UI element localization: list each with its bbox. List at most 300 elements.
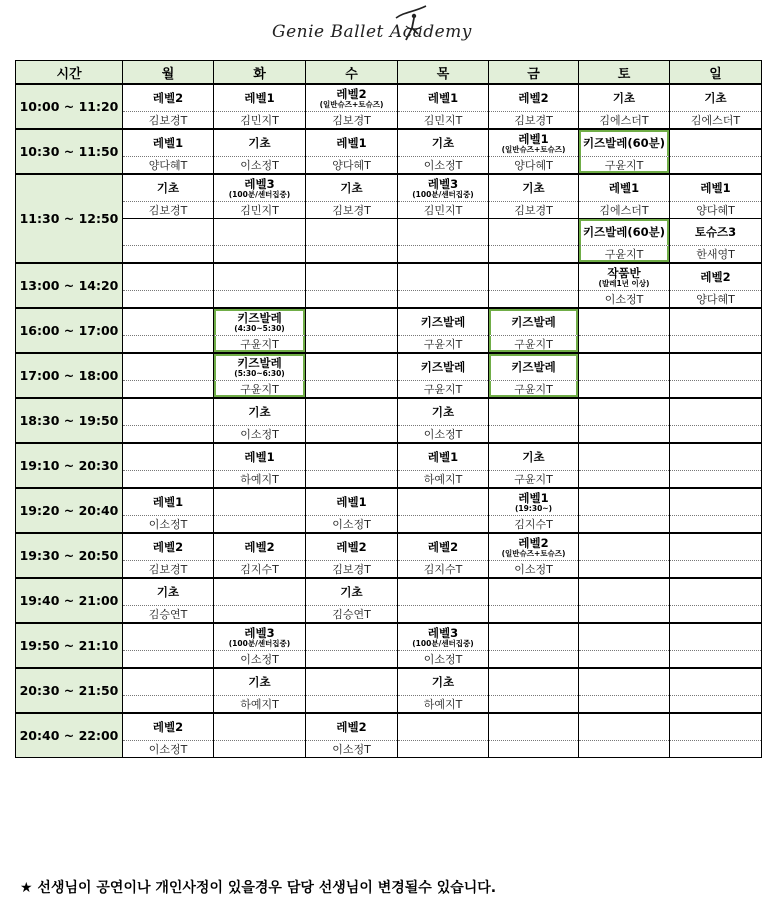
class-cell xyxy=(489,623,579,651)
class-cell xyxy=(670,308,762,336)
time-slot: 20:30 ~ 21:50 xyxy=(16,668,123,713)
teacher-cell xyxy=(123,381,214,399)
class-cell xyxy=(579,129,670,157)
class-cell xyxy=(123,623,214,651)
class-cell xyxy=(306,533,398,561)
class-cell xyxy=(398,84,489,112)
class-cell xyxy=(398,219,489,246)
teacher-cell: 김민지T xyxy=(214,112,306,130)
header-time: 시간 xyxy=(16,61,123,85)
class-name: 기초 xyxy=(340,585,363,599)
class-note: (5:30~6:30) xyxy=(234,368,285,378)
class-cell xyxy=(398,353,489,381)
class-cell xyxy=(398,308,489,336)
teacher-cell xyxy=(670,516,762,534)
teacher-cell xyxy=(398,516,489,534)
class-cell xyxy=(123,84,214,112)
class-name: 레벨2 xyxy=(700,270,731,284)
class-cell xyxy=(214,443,306,471)
class-cell xyxy=(306,488,398,516)
class-cell xyxy=(123,398,214,426)
class-name: 기초 xyxy=(431,136,455,150)
teacher-cell xyxy=(579,516,670,534)
teacher-cell xyxy=(670,741,762,758)
teacher-cell xyxy=(306,426,398,444)
footnote: ★ 선생님이 공연이나 개인사정이 있을경우 담당 선생님이 변경될수 있습니다. xyxy=(20,880,497,896)
class-row xyxy=(16,443,762,471)
teacher-cell xyxy=(489,741,579,758)
teacher-cell xyxy=(306,291,398,309)
class-name: 레벨2 xyxy=(152,540,184,554)
class-cell xyxy=(579,443,670,471)
class-cell xyxy=(670,129,762,157)
class-row xyxy=(16,308,762,336)
teacher-cell: 김민지T xyxy=(398,202,489,219)
class-name: 기초 xyxy=(431,405,455,419)
class-name: 레벨3 xyxy=(244,176,275,191)
class-note: (100분/센터집중) xyxy=(228,638,291,648)
header-sat: 토 xyxy=(579,61,670,85)
teacher-cell: 양다혜T xyxy=(123,157,214,175)
teacher-cell xyxy=(123,471,214,489)
teacher-cell xyxy=(489,246,579,264)
class-cell xyxy=(489,533,579,561)
class-cell xyxy=(579,263,670,291)
teacher-cell xyxy=(214,741,306,758)
class-cell xyxy=(214,219,306,246)
class-name: 작품반 xyxy=(607,265,641,280)
class-cell xyxy=(670,713,762,741)
teacher-cell xyxy=(670,426,762,444)
time-slot: 19:40 ~ 21:00 xyxy=(16,578,123,623)
class-cell xyxy=(214,174,306,202)
class-cell xyxy=(489,488,579,516)
class-row xyxy=(16,129,762,157)
class-cell xyxy=(123,263,214,291)
teacher-cell: 김에스더T xyxy=(579,202,670,219)
class-name: 기초 xyxy=(340,181,363,195)
class-row xyxy=(16,84,762,112)
class-cell xyxy=(579,84,670,112)
class-cell xyxy=(489,398,579,426)
class-name: 키즈발레(60분) xyxy=(582,225,666,239)
teacher-cell: 이소정T xyxy=(398,651,489,669)
class-name: 레벨1 xyxy=(427,450,459,464)
class-cell xyxy=(670,623,762,651)
teacher-cell xyxy=(306,336,398,354)
teacher-cell: 하예지T xyxy=(214,696,306,714)
teacher-cell: 김에스더T xyxy=(579,112,670,130)
teacher-cell: 김지수T xyxy=(489,516,579,534)
class-note: (일반슈즈+토슈즈) xyxy=(319,99,384,109)
class-name: 레벨1 xyxy=(244,450,275,464)
class-name: 레벨2 xyxy=(152,720,184,734)
teacher-cell xyxy=(670,157,762,175)
class-note: (100분/센터집중) xyxy=(412,638,474,648)
class-name: 키즈발레 xyxy=(511,360,556,374)
teacher-row xyxy=(16,336,762,354)
class-cell xyxy=(214,263,306,291)
teacher-cell: 이소정T xyxy=(306,516,398,534)
class-cell xyxy=(214,668,306,696)
class-note: (100분/센터집중) xyxy=(412,189,474,199)
class-row xyxy=(16,623,762,651)
class-cell xyxy=(579,488,670,516)
teacher-row xyxy=(16,561,762,579)
teacher-cell: 김보경T xyxy=(489,202,579,219)
class-name: 키즈발레 xyxy=(420,360,466,374)
teacher-cell: 구윤지T xyxy=(214,336,306,354)
class-cell xyxy=(489,263,579,291)
teacher-cell xyxy=(579,426,670,444)
class-name: 레벨1 xyxy=(608,181,640,195)
teacher-cell: 양다혜T xyxy=(489,157,579,175)
time-slot: 19:20 ~ 20:40 xyxy=(16,488,123,533)
teacher-cell: 김민지T xyxy=(398,112,489,130)
class-cell xyxy=(306,578,398,606)
class-cell xyxy=(670,263,762,291)
teacher-cell xyxy=(670,561,762,579)
class-cell xyxy=(579,578,670,606)
teacher-row xyxy=(16,246,762,264)
header-mon: 월 xyxy=(123,61,214,85)
class-name: 레벨1 xyxy=(700,181,731,195)
class-cell xyxy=(579,398,670,426)
teacher-row xyxy=(16,516,762,534)
class-row xyxy=(16,398,762,426)
time-slot: 18:30 ~ 19:50 xyxy=(16,398,123,443)
class-cell xyxy=(398,713,489,741)
class-name: 기초 xyxy=(156,181,180,195)
teacher-cell: 김보경T xyxy=(489,112,579,130)
class-cell xyxy=(306,129,398,157)
class-cell xyxy=(214,398,306,426)
class-cell xyxy=(670,443,762,471)
class-row xyxy=(16,174,762,202)
class-cell xyxy=(398,443,489,471)
class-note: (발레1년 이상) xyxy=(598,278,650,288)
class-name: 키즈발레(60분) xyxy=(582,136,666,150)
class-cell xyxy=(670,578,762,606)
class-cell xyxy=(214,129,306,157)
teacher-cell xyxy=(123,651,214,669)
teacher-cell xyxy=(306,651,398,669)
teacher-cell: 이소정T xyxy=(579,291,670,309)
class-name: 레벨2 xyxy=(336,86,367,101)
teacher-cell: 이소정T xyxy=(214,426,306,444)
teacher-cell: 구윤지T xyxy=(489,336,579,354)
class-name: 레벨2 xyxy=(336,540,367,554)
class-row xyxy=(16,533,762,561)
teacher-row xyxy=(16,651,762,669)
teacher-cell xyxy=(670,651,762,669)
teacher-cell: 구윤지T xyxy=(214,381,306,399)
teacher-cell xyxy=(398,246,489,264)
class-cell xyxy=(123,488,214,516)
class-name: 레벨2 xyxy=(518,91,549,105)
header-wed: 수 xyxy=(306,61,398,85)
class-row xyxy=(16,219,762,246)
header-thu: 목 xyxy=(398,61,489,85)
class-cell xyxy=(306,443,398,471)
class-note: (19:30~) xyxy=(514,503,552,513)
class-cell xyxy=(123,443,214,471)
class-name: 레벨1 xyxy=(518,131,549,146)
teacher-cell: 구윤지T xyxy=(398,381,489,399)
teacher-cell: 이소정T xyxy=(214,157,306,175)
teacher-cell: 김보경T xyxy=(123,112,214,130)
academy-logo xyxy=(0,0,770,58)
time-slot: 19:10 ~ 20:30 xyxy=(16,443,123,488)
class-name: 키즈발레 xyxy=(237,355,282,370)
class-cell xyxy=(306,623,398,651)
class-name: 레벨2 xyxy=(518,535,549,550)
class-cell xyxy=(489,219,579,246)
class-cell xyxy=(214,308,306,336)
class-cell xyxy=(214,713,306,741)
teacher-row xyxy=(16,381,762,399)
teacher-cell xyxy=(123,291,214,309)
teacher-cell: 한새영T xyxy=(670,246,762,264)
teacher-cell: 구윤지T xyxy=(398,336,489,354)
class-cell xyxy=(306,668,398,696)
class-name: 기초 xyxy=(431,675,455,689)
class-cell xyxy=(214,623,306,651)
class-cell xyxy=(306,174,398,202)
class-cell xyxy=(489,713,579,741)
class-name: 기초 xyxy=(522,181,545,195)
class-cell xyxy=(670,353,762,381)
class-note: (일반슈즈+토슈즈) xyxy=(501,548,566,558)
class-cell xyxy=(670,398,762,426)
class-cell xyxy=(214,488,306,516)
teacher-cell: 하예지T xyxy=(398,471,489,489)
class-cell xyxy=(306,308,398,336)
class-name: 기초 xyxy=(248,405,271,419)
class-schedule-table xyxy=(15,60,762,758)
teacher-cell: 이소정T xyxy=(214,651,306,669)
teacher-row xyxy=(16,741,762,758)
time-slot: 19:30 ~ 20:50 xyxy=(16,533,123,578)
class-cell xyxy=(306,263,398,291)
class-name: 레벨1 xyxy=(244,91,275,105)
class-cell xyxy=(579,533,670,561)
teacher-cell xyxy=(398,291,489,309)
class-name: 레벨3 xyxy=(427,625,459,640)
class-cell xyxy=(123,353,214,381)
class-cell xyxy=(398,398,489,426)
class-name: 키즈발레 xyxy=(511,315,556,329)
teacher-cell: 김승연T xyxy=(123,606,214,624)
teacher-cell: 김지수T xyxy=(398,561,489,579)
teacher-cell: 구윤지T xyxy=(489,381,579,399)
teacher-cell: 이소정T xyxy=(123,516,214,534)
class-cell xyxy=(489,84,579,112)
academy-logo-text: Genie Ballet Academy xyxy=(272,22,472,42)
class-cell xyxy=(306,713,398,741)
class-name: 토슈즈3 xyxy=(694,225,737,239)
teacher-cell xyxy=(306,696,398,714)
time-slot: 16:00 ~ 17:00 xyxy=(16,308,123,353)
teacher-cell xyxy=(214,291,306,309)
header-sun: 일 xyxy=(670,61,762,85)
class-cell xyxy=(306,84,398,112)
class-note: (100분/센터집중) xyxy=(228,189,291,199)
teacher-row xyxy=(16,471,762,489)
class-name: 레벨3 xyxy=(244,625,275,640)
teacher-cell: 김보경T xyxy=(306,112,398,130)
header-tue: 화 xyxy=(214,61,306,85)
teacher-cell xyxy=(306,246,398,264)
class-name: 기초 xyxy=(704,91,727,105)
class-cell xyxy=(398,623,489,651)
class-cell xyxy=(398,174,489,202)
class-cell xyxy=(489,353,579,381)
class-cell xyxy=(489,308,579,336)
teacher-cell: 김에스더T xyxy=(670,112,762,130)
class-row xyxy=(16,668,762,696)
class-cell xyxy=(579,623,670,651)
class-cell xyxy=(306,398,398,426)
class-cell xyxy=(670,174,762,202)
teacher-cell xyxy=(670,471,762,489)
teacher-cell: 양다혜T xyxy=(306,157,398,175)
class-name: 기초 xyxy=(522,450,545,464)
teacher-row xyxy=(16,157,762,175)
class-cell xyxy=(670,219,762,246)
teacher-cell xyxy=(670,336,762,354)
class-name: 키즈발레 xyxy=(237,310,282,325)
teacher-row xyxy=(16,426,762,444)
class-cell xyxy=(398,578,489,606)
teacher-cell: 김민지T xyxy=(214,202,306,219)
class-name: 레벨2 xyxy=(336,720,367,734)
teacher-cell: 김보경T xyxy=(123,561,214,579)
class-row xyxy=(16,263,762,291)
time-slot: 13:00 ~ 14:20 xyxy=(16,263,123,308)
class-cell xyxy=(123,174,214,202)
teacher-cell: 이소정T xyxy=(398,426,489,444)
teacher-cell xyxy=(579,741,670,758)
time-slot: 17:00 ~ 18:00 xyxy=(16,353,123,398)
teacher-cell: 구윤지T xyxy=(579,157,670,175)
header-fri: 금 xyxy=(489,61,579,85)
class-name: 기초 xyxy=(248,136,271,150)
class-cell xyxy=(398,488,489,516)
teacher-cell xyxy=(123,246,214,264)
class-cell xyxy=(398,533,489,561)
class-name: 레벨2 xyxy=(152,91,184,105)
class-cell xyxy=(398,129,489,157)
class-cell xyxy=(579,668,670,696)
teacher-row xyxy=(16,112,762,130)
class-name: 기초 xyxy=(156,585,180,599)
teacher-cell xyxy=(579,336,670,354)
class-cell xyxy=(670,84,762,112)
class-cell xyxy=(214,84,306,112)
teacher-cell xyxy=(579,651,670,669)
teacher-cell: 하예지T xyxy=(214,471,306,489)
class-cell xyxy=(579,713,670,741)
class-name: 레벨1 xyxy=(336,495,367,509)
teacher-cell: 양다혜T xyxy=(670,202,762,219)
class-cell xyxy=(123,308,214,336)
teacher-cell xyxy=(398,741,489,758)
class-row xyxy=(16,578,762,606)
teacher-cell xyxy=(670,381,762,399)
teacher-cell: 하예지T xyxy=(398,696,489,714)
teacher-cell xyxy=(579,471,670,489)
class-cell xyxy=(670,488,762,516)
class-note: (일반슈즈+토슈즈) xyxy=(501,144,566,154)
class-cell xyxy=(214,353,306,381)
teacher-cell xyxy=(489,651,579,669)
time-slot: 20:40 ~ 22:00 xyxy=(16,713,123,758)
class-name: 레벨1 xyxy=(336,136,367,150)
class-cell xyxy=(123,219,214,246)
class-cell xyxy=(123,668,214,696)
teacher-cell xyxy=(579,561,670,579)
class-cell xyxy=(579,353,670,381)
class-row xyxy=(16,713,762,741)
class-cell xyxy=(306,219,398,246)
teacher-cell: 이소정T xyxy=(306,741,398,758)
time-slot: 10:30 ~ 11:50 xyxy=(16,129,123,174)
teacher-cell xyxy=(670,696,762,714)
class-cell xyxy=(123,713,214,741)
teacher-cell xyxy=(398,606,489,624)
teacher-cell xyxy=(306,381,398,399)
teacher-cell xyxy=(579,381,670,399)
class-cell xyxy=(123,578,214,606)
teacher-cell: 양다혜T xyxy=(670,291,762,309)
class-row xyxy=(16,488,762,516)
teacher-cell: 이소정T xyxy=(123,741,214,758)
teacher-cell xyxy=(306,471,398,489)
teacher-cell: 구윤지T xyxy=(489,471,579,489)
teacher-cell: 구윤지T xyxy=(579,246,670,264)
class-name: 레벨1 xyxy=(427,91,459,105)
class-cell xyxy=(214,533,306,561)
time-slot: 11:30 ~ 12:50 xyxy=(16,174,123,263)
teacher-cell: 이소정T xyxy=(489,561,579,579)
class-cell xyxy=(306,353,398,381)
teacher-row xyxy=(16,291,762,309)
teacher-row xyxy=(16,202,762,219)
class-name: 레벨1 xyxy=(518,490,549,505)
class-cell xyxy=(579,219,670,246)
teacher-cell xyxy=(123,696,214,714)
class-cell xyxy=(489,443,579,471)
teacher-cell xyxy=(214,246,306,264)
class-name: 레벨3 xyxy=(427,176,459,191)
class-row xyxy=(16,353,762,381)
class-name: 기초 xyxy=(248,675,271,689)
teacher-cell xyxy=(489,606,579,624)
time-slot: 10:00 ~ 11:20 xyxy=(16,84,123,129)
class-cell xyxy=(670,668,762,696)
class-cell xyxy=(398,668,489,696)
teacher-cell xyxy=(489,426,579,444)
class-name: 레벨2 xyxy=(244,540,275,554)
class-cell xyxy=(123,533,214,561)
class-cell xyxy=(489,578,579,606)
teacher-cell xyxy=(579,606,670,624)
teacher-cell xyxy=(214,606,306,624)
teacher-cell xyxy=(579,696,670,714)
time-slot: 19:50 ~ 21:10 xyxy=(16,623,123,668)
class-name: 레벨2 xyxy=(427,540,459,554)
